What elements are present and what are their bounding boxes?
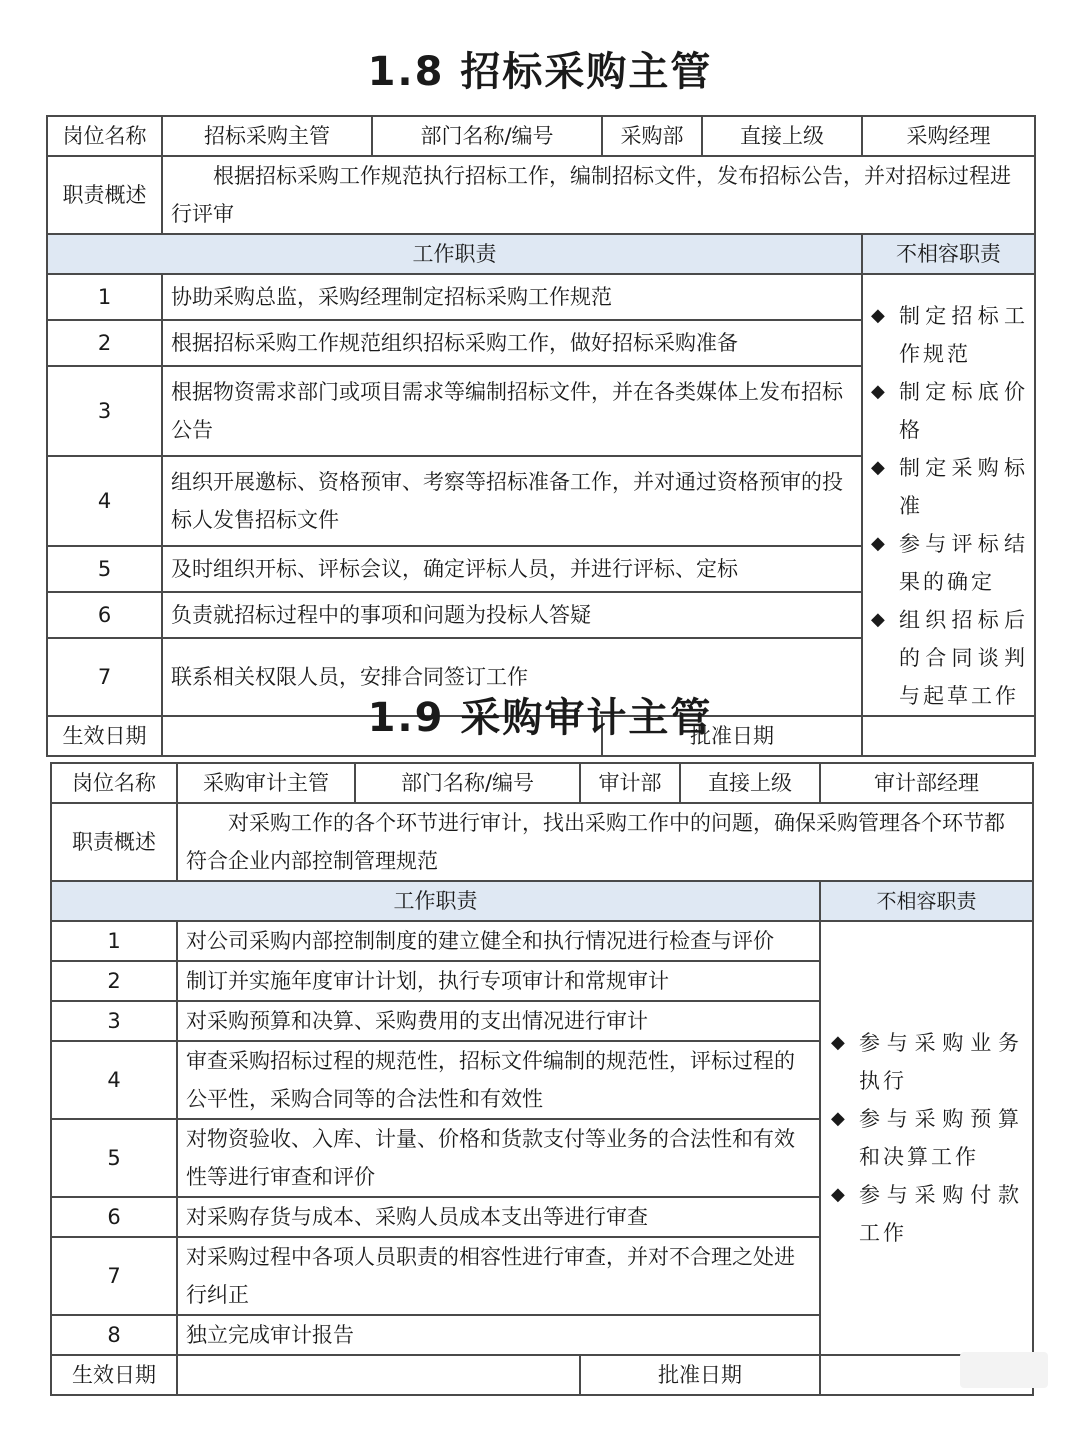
duty-number: 7: [51, 1237, 177, 1315]
duty-text: 对采购预算和决算、采购费用的支出情况进行审计: [177, 1001, 820, 1041]
post-name-value: 招标采购主管: [162, 116, 372, 156]
superior-value: 审计部经理: [820, 763, 1033, 803]
superior-label: 直接上级: [702, 116, 862, 156]
effective-date-label: 生效日期: [47, 716, 162, 756]
duty-text: 对采购存货与成本、采购人员成本支出等进行审查: [177, 1197, 820, 1237]
duty-text: 及时组织开标、评标会议，确定评标人员，并进行评标、定标: [162, 546, 862, 592]
duty-text: 协助采购总监，采购经理制定招标采购工作规范: [162, 274, 862, 320]
incompatible-header: 不相容职责: [862, 234, 1035, 274]
duty-number: 3: [47, 366, 162, 456]
duties-header: 工作职责: [51, 881, 820, 921]
duty-number: 5: [51, 1119, 177, 1197]
duty-text: 对采购过程中各项人员职责的相容性进行审查，并对不合理之处进行纠正: [177, 1237, 820, 1315]
post-name-label: 岗位名称: [47, 116, 162, 156]
duty-text: 制订并实施年度审计计划，执行专项审计和常规审计: [177, 961, 820, 1001]
duty-text: 审查采购招标过程的规范性，招标文件编制的规范性，评标过程的公平性，采购合同等的合法性和有效性: [177, 1041, 820, 1119]
post-name-label: 岗位名称: [51, 763, 177, 803]
dept-label: 部门名称/编号: [355, 763, 580, 803]
incompatible-item: ◆ 制定标底价格: [871, 373, 1028, 449]
incompatible-header: 不相容职责: [820, 881, 1033, 921]
incompatible-item: ◆ 参与评标结果的确定: [871, 525, 1028, 601]
summary-label: 职责概述: [47, 156, 162, 234]
incompatible-list: [871, 297, 1028, 715]
approve-date-label: 批准日期: [580, 1355, 820, 1395]
incompatible-item: ◆ 制定采购标准: [871, 449, 1028, 525]
duty-number: 4: [47, 456, 162, 546]
section-title-1-8: 1.8 招标采购主管: [367, 49, 713, 95]
summary-text: 根据招标采购工作规范执行招标工作，编制招标文件，发布招标公告，并对招标过程进行评审: [162, 156, 1035, 234]
diamond-bullet-icon: ◆: [871, 609, 885, 630]
duty-number: 1: [51, 921, 177, 961]
diamond-bullet-icon: ◆: [831, 1184, 845, 1205]
effective-date-label: 生效日期: [51, 1355, 177, 1395]
superior-label: 直接上级: [680, 763, 820, 803]
duty-number: 7: [47, 638, 162, 716]
duty-number: 2: [47, 320, 162, 366]
duty-text: 独立完成审计报告: [177, 1315, 820, 1355]
incompatible-item: ◆ 参与采购付款工作: [831, 1176, 1022, 1252]
diamond-bullet-icon: ◆: [871, 457, 885, 478]
job-table-1-8: [46, 115, 1036, 757]
diamond-bullet-icon: ◆: [871, 305, 885, 326]
section-title-1-9: 1.9 采购审计主管: [367, 695, 713, 741]
effective-date-value: [177, 1355, 580, 1395]
duty-text: 对物资验收、入库、计量、价格和货款支付等业务的合法性和有效性等进行审查和评价: [177, 1119, 820, 1197]
diamond-bullet-icon: ◆: [831, 1032, 845, 1053]
incompatible-item: ◆ 参与采购预算和决算工作: [831, 1100, 1022, 1176]
diamond-bullet-icon: ◆: [871, 381, 885, 402]
incompatible-item: ◆ 组织招标后的合同谈判与起草工作: [871, 601, 1028, 715]
duty-text: 负责就招标过程中的事项和问题为投标人答疑: [162, 592, 862, 638]
superior-value: 采购经理: [862, 116, 1035, 156]
duties-header: 工作职责: [47, 234, 862, 274]
dept-value: 审计部: [580, 763, 680, 803]
duty-text: 组织开展邀标、资格预审、考察等招标准备工作，并对通过资格预审的投标人发售招标文件: [162, 456, 862, 546]
summary-label: 职责概述: [51, 803, 177, 881]
summary-text: 对采购工作的各个环节进行审计，找出采购工作中的问题，确保采购管理各个环节都符合企业内部控制管理规范: [177, 803, 1033, 881]
incompatible-cell: [820, 921, 1033, 1355]
dept-label: 部门名称/编号: [372, 116, 602, 156]
incompatible-item: ◆ 制定招标工作规范: [871, 297, 1028, 373]
diamond-bullet-icon: ◆: [831, 1108, 845, 1129]
duty-text: 联系相关权限人员，安排合同签订工作: [162, 638, 862, 716]
duty-number: 1: [47, 274, 162, 320]
duty-number: 6: [47, 592, 162, 638]
duty-number: 4: [51, 1041, 177, 1119]
duty-number: 2: [51, 961, 177, 1001]
diamond-bullet-icon: ◆: [871, 533, 885, 554]
incompatible-item: ◆ 参与采购业务执行: [831, 1024, 1022, 1100]
duty-number: 6: [51, 1197, 177, 1237]
watermark-blur: [960, 1352, 1048, 1388]
duty-number: 3: [51, 1001, 177, 1041]
duty-text: 根据招标采购工作规范组织招标采购工作，做好招标采购准备: [162, 320, 862, 366]
incompatible-cell: [862, 274, 1035, 716]
job-table-1-9: [50, 762, 1034, 1396]
dept-value: 采购部: [602, 116, 702, 156]
post-name-value: 采购审计主管: [177, 763, 355, 803]
duty-number: 8: [51, 1315, 177, 1355]
approve-date-label: 批准日期: [602, 716, 862, 756]
incompatible-list: [831, 1024, 1022, 1252]
duty-text: 根据物资需求部门或项目需求等编制招标文件，并在各类媒体上发布招标公告: [162, 366, 862, 456]
duty-text: 对公司采购内部控制制度的建立健全和执行情况进行检查与评价: [177, 921, 820, 961]
duty-number: 5: [47, 546, 162, 592]
